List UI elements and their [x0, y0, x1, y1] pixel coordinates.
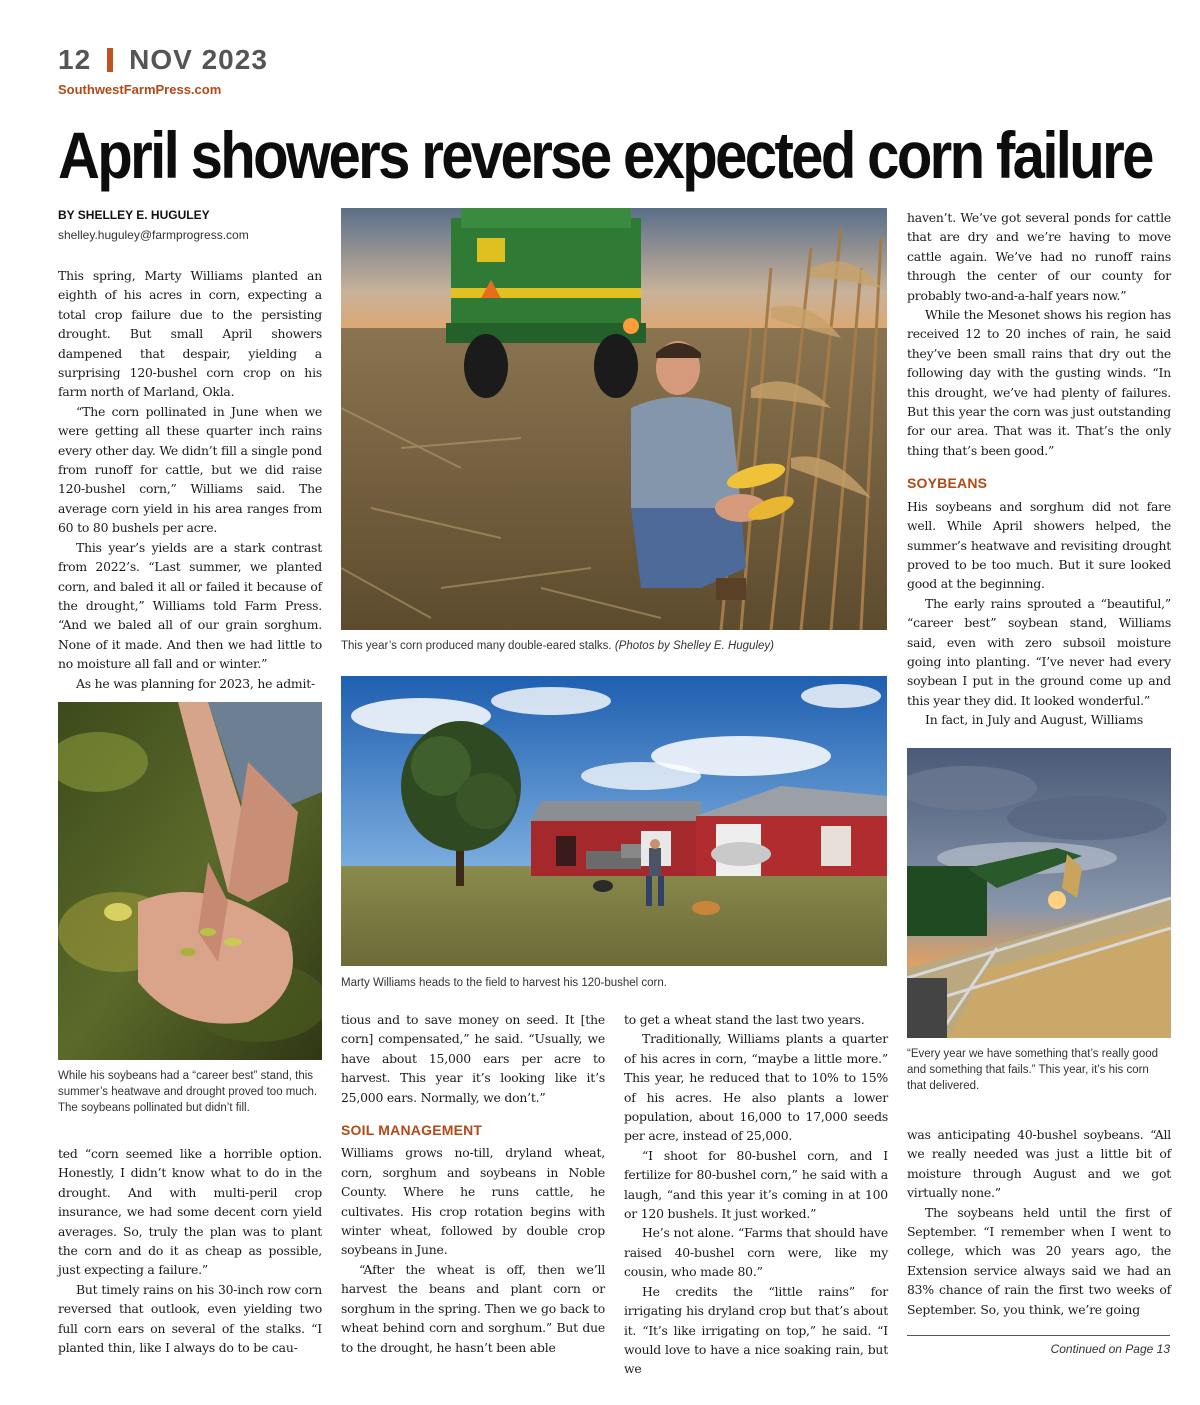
column-1-bottom: [58, 1144, 322, 1357]
harvest-photo: [907, 748, 1171, 1038]
paragraph: Williams grows no-till, dryland wheat, corn, sorghum and soybeans in Noble County. Where he runs cattle, he cultivates. His crop rotation begins with winter wheat, followed by double crop soybeans in June.: [341, 1145, 605, 1258]
paragraph: The early rains sprouted a “beautiful,” “career best” soybean stand, Williams said, even with zero subsoil moisture going into planting. “I’ve never had every soybean I put in the ground come up and this year they did. It looked wonderful.”: [907, 595, 1171, 708]
paragraph: “I shoot for 80-bushel corn, and I fertilize for 80-bushel corn,” he said with a laugh, “and this year it’s coming in at 100 or 120 bushels. It just worked.”: [624, 1147, 888, 1222]
column-4-bottom: [907, 1125, 1171, 1319]
column-3: [624, 1010, 888, 1379]
author-email[interactable]: shelley.huguley@farmprogress.com: [58, 228, 249, 242]
paragraph: was anticipating 40-bushel soybeans. “All we really needed was just a little bit of moisture through August and we got virtually none.”: [907, 1127, 1171, 1201]
issue-date: NOV 2023: [129, 44, 268, 75]
corn-photo-caption-text: This year’s corn produced many double-eared stalks.: [341, 640, 612, 652]
paragraph: “The corn pollinated in June when we were getting all these quarter inch rains every other day. We didn’t fill a single pond from runoff for cattle, but we did raise 120-bushel corn,” Williams said. The average corn yield in his area ranges from 60 to 80 bushels per acre.: [58, 403, 322, 536]
paragraph: He credits the “little rains” for irrigating his dryland crop but that’s about it. “It’s like irrigating on top,” he said. “I would love to have a nice soaking rain, but we: [624, 1283, 888, 1377]
byline: BY SHELLEY E. HUGULEY: [58, 208, 210, 222]
barn-photo-caption: Marty Williams heads to the field to harvest his 120-bushel corn.: [341, 977, 667, 989]
corn-farmer-photo: [341, 208, 887, 630]
page-folio: [58, 44, 268, 76]
photo-credit: (Photos by Shelley E. Huguley): [614, 640, 774, 652]
harvest-photo-caption: “Every year we have something that’s really good and something that fails.” This year, it’s his corn that delivered.: [907, 1048, 1159, 1092]
headline: April showers reverse expected corn failure: [58, 118, 1152, 192]
section-subhead: SOIL MANAGEMENT: [341, 1122, 483, 1139]
soybean-photo-caption: While his soybeans had a “career best” stand, this summer’s heatwave and drought proved too much. The soybeans pollinated but didn’t fill.: [58, 1070, 318, 1114]
paragraph: His soybeans and sorghum did not fare well. While April showers helped, the summer’s heatwave and revisiting drought proved to be too much. But it sure looked good at the beginning.: [907, 498, 1171, 592]
corn-photo-caption: [341, 638, 887, 654]
paragraph: But timely rains on his 30-inch row corn reversed that outlook, even yielding two full corn ears on several of the stalks. “I planted thin, like I always do to be cau-: [58, 1281, 322, 1356]
paragraph: haven’t. We’ve got several ponds for cattle that are dry and we’re having to move cattle again. We’ve had no runoff rains through the center of our county for probably two-and-a-half years now.”: [907, 210, 1171, 303]
paragraph: As he was planning for 2023, he admit-: [76, 675, 316, 691]
paragraph: to get a wheat stand the last two years.: [624, 1012, 865, 1027]
paragraph: tious and to save money on seed. It [the corn] compensated,” he said. “Usually, we have about 15,000 ears per acre to harvest. This year it’s looking like it’s 25,000 ears. Normally, we don’t.”: [341, 1012, 605, 1105]
column-1-top: [58, 266, 322, 693]
soybean-hand-photo: [58, 702, 322, 1060]
paragraph: The soybeans held until the first of September. “I remember when I went to college, which was 20 years ago, the Extension service always said we had an 83% chance of rain the first two weeks of September. So, you think, we’re going: [907, 1204, 1171, 1317]
column-4-top: [907, 208, 1171, 730]
column-2: [341, 1010, 605, 1357]
paragraph: Traditionally, Williams plants a quarter of his acres in corn, “maybe a little more.” This year, he reduced that to 10% to 15% of his acres. He also plants a lower population, about 16,000 to 17,000 seeds per acre, instead of 25,000.: [624, 1031, 888, 1144]
continued-link[interactable]: Continued on Page 13: [1050, 1342, 1170, 1356]
section-subhead: SOYBEANS: [907, 475, 988, 492]
paragraph: ted “corn seemed like a horrible option. Honestly, I didn’t know what to do in the drought. And with multi-peril crop insurance, we had some decent corn yield averages. So, truly the plan was to plant the corn and do it as cheap as possible, just expecting a failure.”: [58, 1146, 322, 1278]
page-number: 12: [58, 44, 92, 75]
paragraph: This year’s yields are a stark contrast from 2022’s. “Last summer, we planted corn, and baled it all or failed it because of the drought,” Williams told Farm Press. “And we baled all of our grain sorghum. None of it made. And then we had little to no moisture all fall and or winter.”: [58, 539, 322, 672]
barn-photo: [341, 676, 887, 966]
website-link[interactable]: SouthwestFarmPress.com: [58, 82, 222, 97]
paragraph: In fact, in July and August, Williams: [925, 712, 1144, 728]
paragraph: This spring, Marty Williams planted an eighth of his acres in corn, expecting a total crop failure due to the persisting drought. But small April showers dampened that despair, yielding a surprising 120-bushel corn crop on his farm north of Marland, Okla.: [58, 268, 322, 400]
paragraph: “After the wheat is off, then we’ll harvest the beans and plant corn or sorghum in the spring. Then we go back to wheat behind corn and sorghum.” But due to the drought, he hasn’t been able: [341, 1261, 605, 1355]
paragraph: While the Mesonet shows his region has received 12 to 20 inches of rain, he said they’ve been small rains that dry out the following day with the gusting winds. “In this drought, we’ve had plenty of failures. But this year the corn was just outstanding for our area. That was it. That’s the only thing that’s been good.”: [907, 307, 1171, 458]
folio-divider: [107, 48, 113, 72]
continued-rule: [907, 1335, 1170, 1336]
paragraph: He’s not alone. “Farms that should have raised 40-bushel corn were, like my cousin, who made 80.”: [624, 1225, 888, 1280]
